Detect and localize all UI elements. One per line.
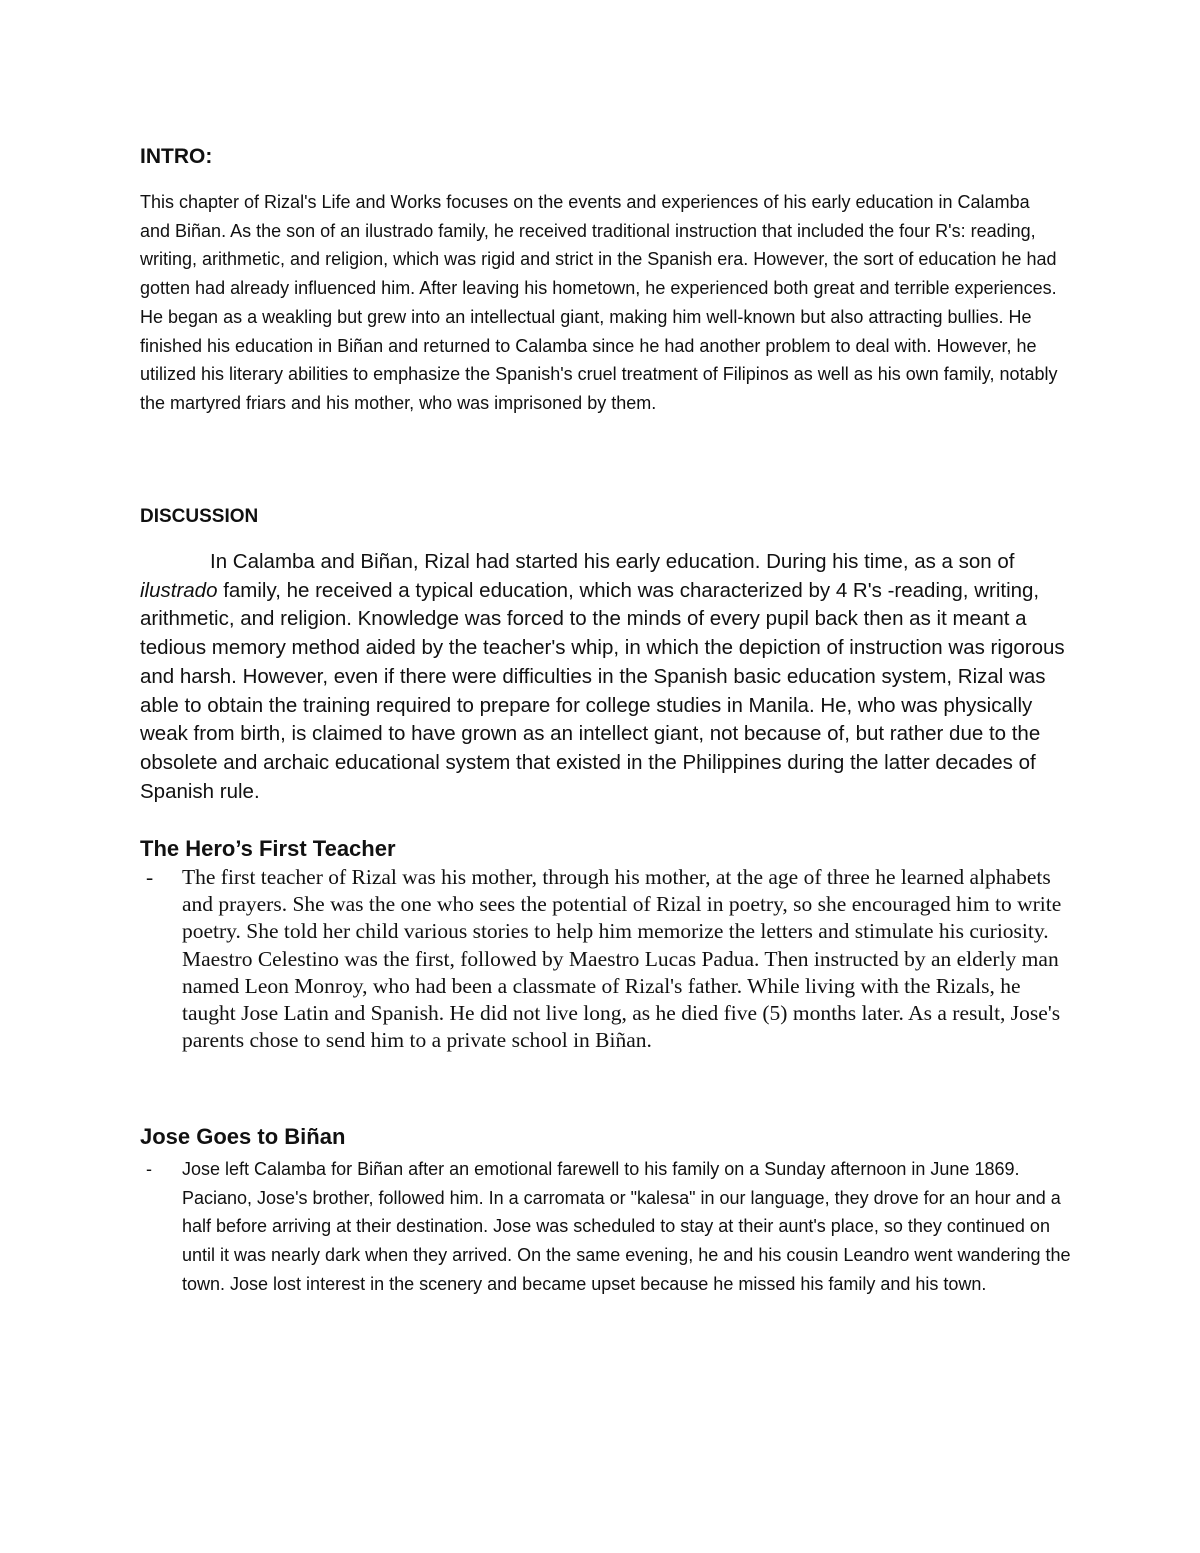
section-heading-first-teacher: The Hero’s First Teacher	[140, 836, 396, 861]
discussion-text-before: In Calamba and Biñan, Rizal had started his early education. During his time, as a son of	[210, 550, 1015, 573]
document-page	[140, 0, 1071, 1553]
discussion-paragraph	[140, 548, 1065, 806]
bullet-text-first-teacher: The first teacher of Rizal was his mother, through his mother, at the age of three he learned alphabets and prayers. She was the one who sees the potential of Rizal in poetry, so she encouraged him to write poetry. She told her child various stories to help him memorize the letters and stimulate his curiosity. Maestro Celestino was the first, followed by Maestro Lucas Padua. Then instructed by an elderly man named Leon Monroy, who had been a classmate of Rizal's father. While living with the Rizals, he taught Jose Latin and Spanish. He did not live long, as he died five (5) months later. As a result, Jose's parents chose to send him to a private school in Biñan.	[182, 865, 1062, 1053]
section-heading-jose-binan: Jose Goes to Biñan	[140, 1124, 346, 1149]
discussion-text-after: family, he received a typical education, which was characterized by 4 R's -reading, writing, arithmetic, and religion. Knowledge was forced to the minds of every pupil back then as it meant a tedious memory method aided by the teacher's whip, in which the depiction of instruction was rigorous and harsh. However, even if there were difficulties in the Spanish basic education system, Rizal was able to obtain the training required to prepare for college studies in Manila. He, who was physically weak from birth, is claimed to have grown as an intellect giant, not because of, but rather due to the obsolete and archaic educational system that existed in the Philippines during the latter decades of Spanish rule.	[140, 578, 1065, 803]
bullet-dash: -	[146, 1159, 152, 1179]
intro-heading: INTRO:	[140, 145, 213, 168]
bullet-dash: -	[146, 865, 154, 889]
discussion-italic-word: ilustrado	[140, 578, 218, 602]
bullet-text-jose-binan: Jose left Calamba for Biñan after an emotional farewell to his family on a Sunday afternoon in June 1869. Paciano, Jose's brother, followed him. In a carromata or "kalesa" in our language, they drove for an hour and a half before arriving at their destination. Jose was scheduled to stay at their aunt's place, so they continued on until it was nearly dark when they arrived. On the same evening, he and his cousin Leandro went wandering the town. Jose lost interest in the scenery and became upset because he missed his family and his town.	[182, 1159, 1071, 1294]
intro-paragraph: This chapter of Rizal's Life and Works focuses on the events and experiences of his early education in Calamba and Biñan. As the son of an ilustrado family, he received traditional instruction that included the four R's: reading, writing, arithmetic, and religion, which was rigid and strict in the Spanish era. However, the sort of education he had gotten had already influenced him. After leaving his hometown, he experienced both great and terrible experiences. He began as a weakling but grew into an intellectual giant, making him well-known but also attracting bullies. He finished his education in Biñan and returned to Calamba since he had another problem to deal with. However, he utilized his literary abilities to emphasize the Spanish's cruel treatment of Filipinos as well as his own family, notably the martyred friars and his mother, who was imprisoned by them.	[140, 192, 1058, 413]
discussion-heading: DISCUSSION	[140, 506, 259, 527]
